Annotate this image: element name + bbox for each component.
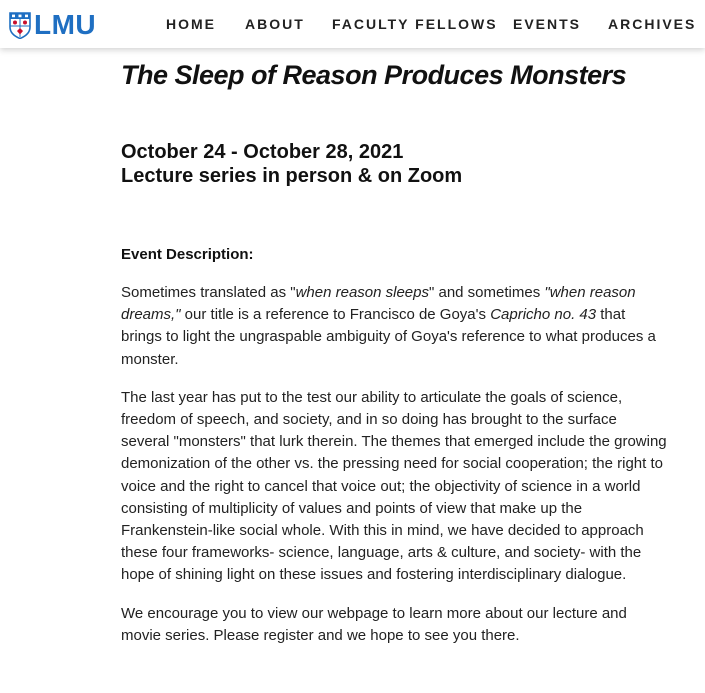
nav-about[interactable]: ABOUT [245,16,305,32]
nav-archives[interactable]: ARCHIVES [608,16,697,32]
site-header [0,0,705,48]
description-paragraph-3: We encourage you to view our webpage to learn more about our lecture and movie series. Please register and we hope to see you there. [121,604,627,644]
nav-home[interactable]: HOME [166,16,216,32]
main-nav [0,16,705,36]
para1-italic-2: "when reason dreams," [121,284,636,324]
logo-text: LMU [34,9,97,40]
event-content [121,58,669,647]
para1-text-1: Sometimes translated as " [121,284,296,301]
description-label: Event Description: [121,246,254,263]
para1-text-4: that brings to light the ungraspable ambiguity of Goya's reference to what produces a monster. [121,306,656,368]
event-subtitle: Lecture series in person & on Zoom [121,165,463,187]
event-title: The Sleep of Reason Produces Monsters [121,60,627,90]
para1-text-2: " and sometimes [429,284,545,301]
nav-faculty-fellows[interactable]: FACULTY FELLOWS [332,16,498,32]
para1-italic-1: when reason sleeps [295,284,429,301]
event-dates: October 24 - October 28, 2021 [121,141,404,163]
event-heading [121,140,669,188]
nav-events[interactable]: EVENTS [513,16,582,32]
description-paragraph-2: The last year has put to the test our ability to articulate the goals of science, freedom of speech, and society, and in so doing has brought to the surface several "monsters" that lurk therein. The themes that emerged include the growing demonization of the other vs. the pressing need for social cooperation; the right to voice and the right to cancel that voice out; the objectivity of science in a world consisting of multiplicity of values and points of view that make up the Frankenstein-like social whole. With this in mind, we have decided to approach these four frameworks- science, language, arts & culture, and society- with the hope of shining light on these issues and fostering interdisciplinary dialogue. [121,388,667,584]
para1-text-3: our title is a reference to Francisco de Goya's [180,306,491,324]
description-paragraph-1 [121,282,669,371]
para1-italic-3: Capricho no. 43 [490,306,597,324]
